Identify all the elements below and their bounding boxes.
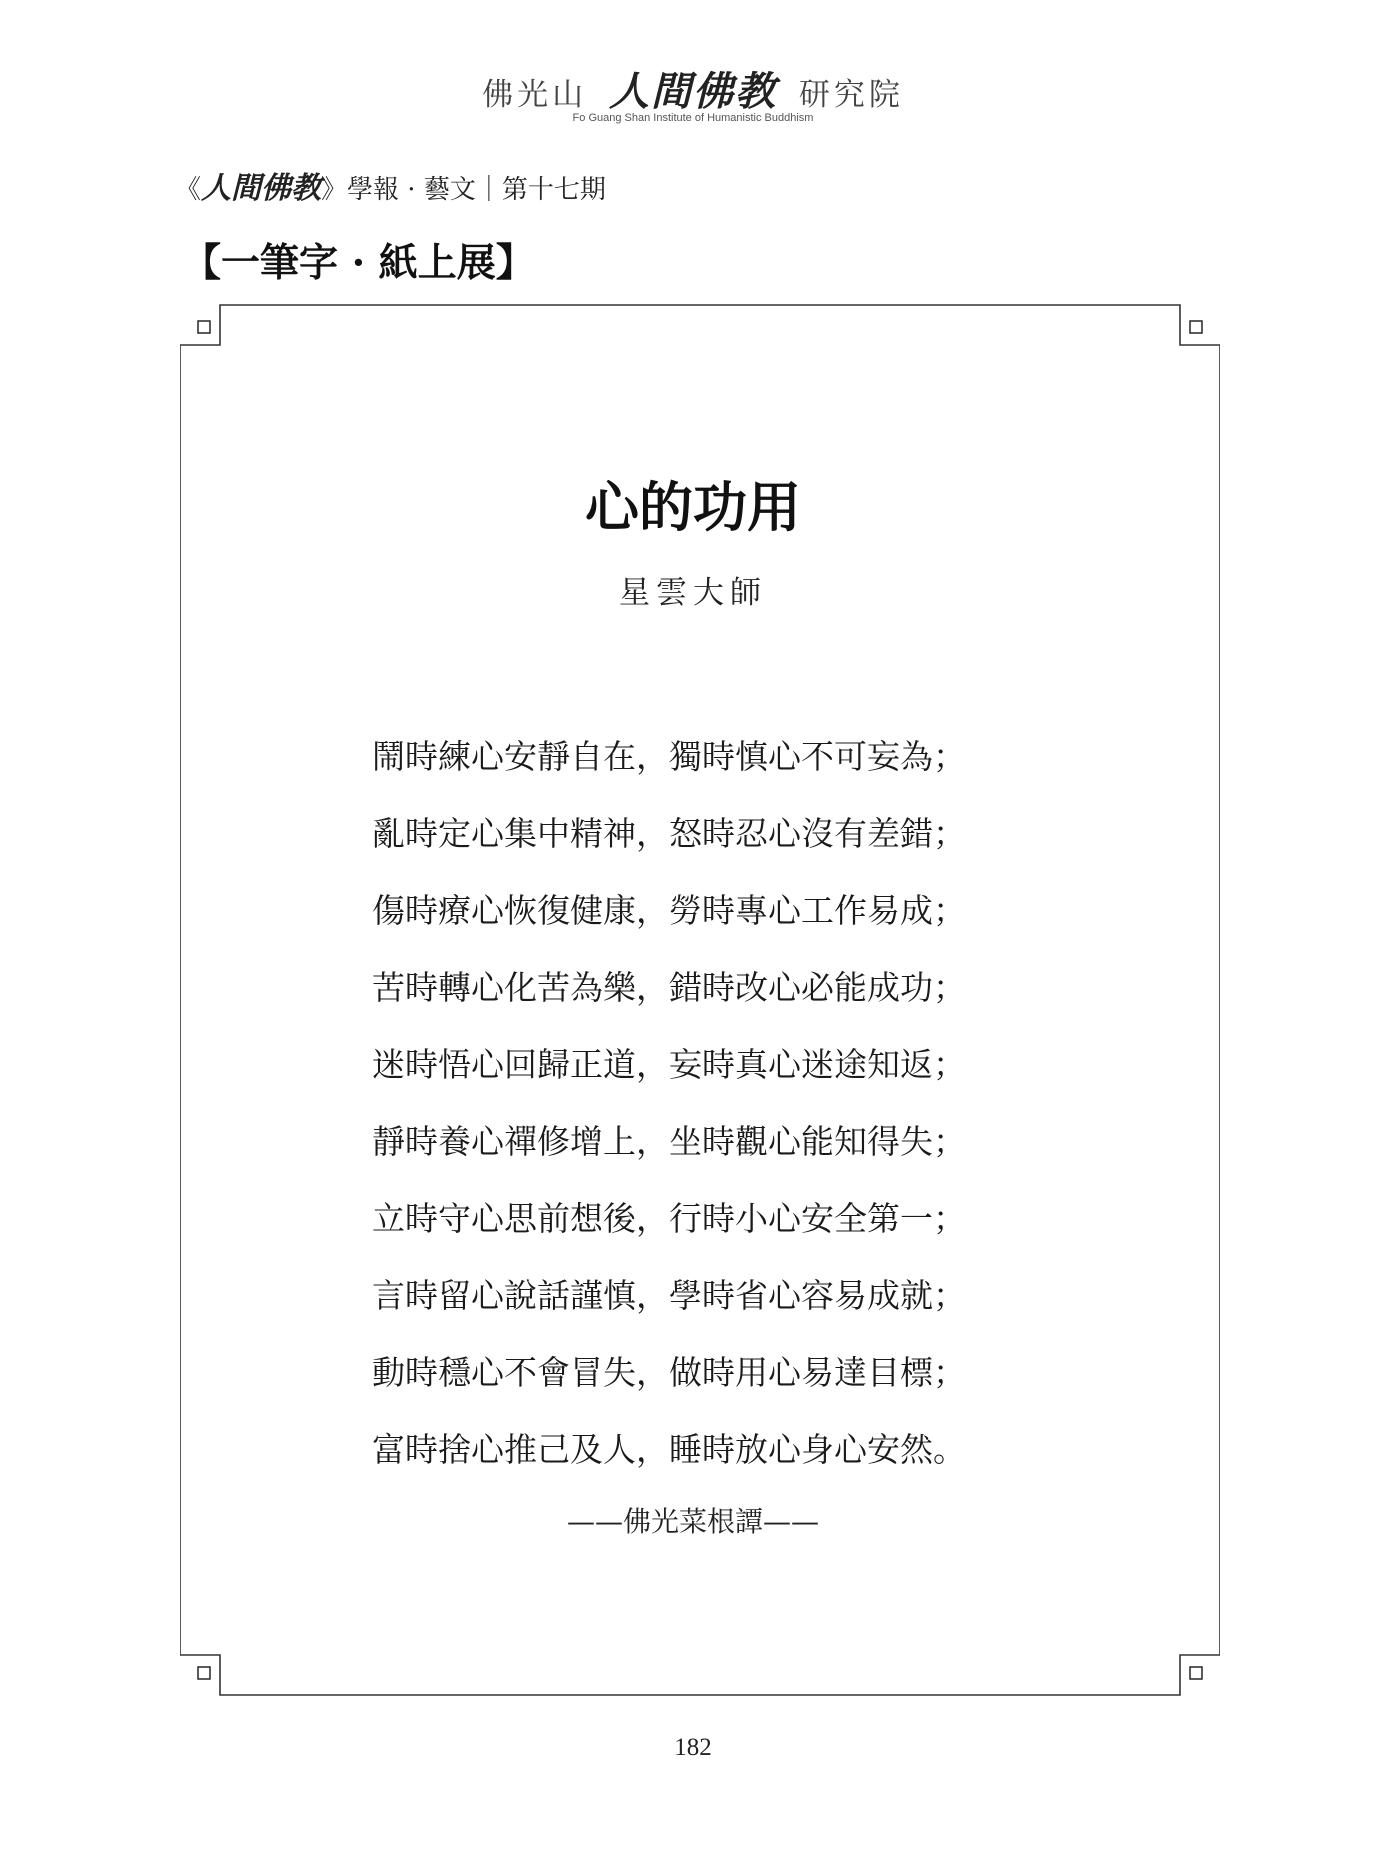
frame-corner-bottom-left [198,1667,210,1679]
journal-close-bracket: 》 [321,175,348,205]
poem-title: 心的功用 [585,476,801,539]
journal-issue-text: 學報 · 藝文｜第十七期 [347,175,606,205]
section-title: 【一筆字 · 紙上展】 [182,240,535,286]
institute-header [0,60,1386,117]
poem-line: 富時捨心推己及人，睡時放心身心安然。 [372,1430,966,1469]
page-number: 182 [674,1734,712,1761]
journal-running-head [175,163,606,207]
header-brand-calligraphy: 人間佛教 [609,69,777,115]
poem-body [372,732,1032,1502]
frame-corner-bottom-right [1190,1667,1202,1679]
poem-author: 星雲大師 [619,575,767,611]
header-right-text: 研究院 [798,77,904,113]
poem-line: 動時穩心不會冒失，做時用心易達目標； [372,1353,966,1392]
poem-line: 立時守心思前想後，行時小心安全第一； [372,1199,966,1238]
poem-line: 言時留心說話謹慎，學時省心容易成就； [372,1276,966,1315]
poem-line: 靜時養心禪修增上，坐時觀心能知得失； [372,1122,966,1161]
poem-line: 亂時定心集中精神，怒時忍心沒有差錯； [372,814,966,853]
poem-line: 鬧時練心安靜自在，獨時慎心不可妄為； [372,737,966,776]
header-left-text: 佛光山 [482,77,588,113]
frame-corner-top-left [198,321,210,333]
poem-line: 苦時轉心化苦為樂，錯時改心必能成功； [372,968,966,1007]
poem-line: 迷時悟心回歸正道，妄時真心迷途知返； [372,1045,966,1084]
poem-source: ——佛光菜根譚—— [566,1505,819,1538]
journal-open-bracket: 《 [175,175,202,205]
institute-english-name: Fo Guang Shan Institute of Humanistic Buddhism [572,112,814,124]
frame-corner-top-right [1190,321,1202,333]
poem-line: 傷時療心恢復健康，勞時專心工作易成； [372,891,966,930]
journal-brand: 人間佛教 [201,171,322,206]
